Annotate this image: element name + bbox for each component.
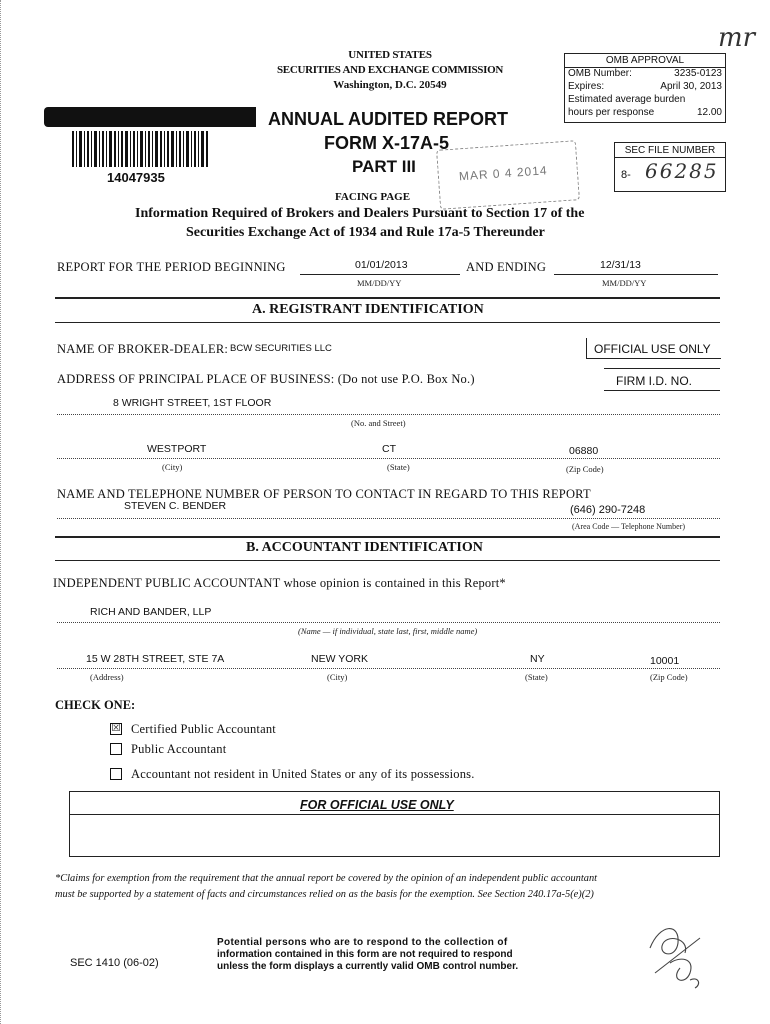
info-line1: Information Required of Brokers and Dealers Pursuant to Section 17 of the [135, 206, 585, 221]
firm-id-label: FIRM I.D. NO. [616, 374, 692, 388]
city-a-value[interactable]: WESTPORT [147, 443, 207, 455]
period-begin-label: REPORT FOR THE PERIOD BEGINNING [57, 260, 286, 274]
omb-title: OMB APPROVAL [565, 54, 725, 68]
period-end-value[interactable]: 12/31/13 [600, 259, 641, 271]
accountant-label: INDEPENDENT PUBLIC ACCOUNTANT whose opinion is contained in this Report* [53, 576, 506, 590]
period-begin-line [300, 274, 460, 275]
street-caption: (No. and Street) [351, 418, 406, 428]
barcode-number: 14047935 [107, 170, 165, 185]
option-pa-label: Public Accountant [131, 742, 227, 756]
commission-line3: Washington, D.C. 20549 [333, 79, 447, 91]
sec-file-label: SEC FILE NUMBER [615, 145, 725, 158]
omb-expires-label: Expires: [568, 81, 605, 92]
contact-phone[interactable]: (646) 290-7248 [570, 504, 646, 516]
notice-line1: Potential persons who are to respond to the collection of [217, 937, 508, 948]
omb-expires-value: April 30, 2013 [660, 81, 722, 92]
received-stamp-date: MAR 0 4 2014 [458, 163, 548, 184]
street-line [57, 414, 720, 415]
omb-burden-line1: Estimated average burden [568, 94, 686, 105]
notice-line3: unless the form displays a currently valid OMB control number. [217, 961, 519, 972]
omb-burden-value: 12.00 [696, 107, 722, 118]
signature-icon [640, 918, 710, 993]
accountant-address-line [57, 668, 720, 669]
handwritten-initials: mr [718, 23, 756, 53]
contact-line [57, 518, 720, 519]
accountant-name-caption: (Name — if individual, state last, first, middle name) [298, 626, 478, 636]
accountant-zip-value[interactable]: 10001 [650, 655, 680, 667]
section-b-rule [55, 536, 720, 538]
firm-id-top-line [604, 368, 720, 369]
report-title: ANNUAL AUDITED REPORT [268, 109, 509, 129]
period-end-format: MM/DD/YY [602, 278, 647, 288]
option-nonresident-checkbox[interactable] [110, 768, 122, 780]
commission-line2: SECURITIES AND EXCHANGE COMMISSION [276, 64, 504, 76]
period-end-label: AND ENDING [466, 260, 547, 274]
period-end-line [554, 274, 718, 275]
form-title: FORM X-17A-5 [324, 133, 450, 153]
accountant-address-value[interactable]: 15 W 28TH STREET, STE 7A [86, 653, 225, 665]
accountant-value[interactable]: RICH AND BANDER, LLP [90, 606, 212, 618]
firm-id-line [604, 390, 720, 391]
omb-burden-label: hours per response [568, 107, 655, 118]
barcode-icon [72, 131, 212, 167]
address-label: ADDRESS OF PRINCIPAL PLACE OF BUSINESS: (Do not use P.O. Box No.) [57, 372, 475, 386]
broker-dealer-value[interactable]: BCW SECURITIES LLC [230, 343, 332, 354]
omb-number-label: OMB Number: [568, 68, 632, 79]
period-begin-format: MM/DD/YY [357, 278, 402, 288]
received-stamp [436, 140, 580, 210]
accountant-line [57, 622, 720, 623]
section-a-rule-bottom [55, 322, 720, 323]
period-begin-value[interactable]: 01/01/2013 [355, 259, 408, 271]
street-value[interactable]: 8 WRIGHT STREET, 1ST FLOOR [113, 397, 272, 409]
contact-label: NAME AND TELEPHONE NUMBER OF PERSON TO CONTACT IN REGARD TO THIS REPORT [57, 487, 591, 501]
check-one-label: CHECK ONE: [55, 698, 136, 712]
official-use-label: OFFICIAL USE ONLY [594, 342, 711, 356]
section-a-rule [55, 297, 720, 299]
option-cpa-label: Certified Public Accountant [131, 722, 276, 736]
sec-file-box [614, 142, 726, 192]
accountant-address-caption: (Address) [90, 672, 124, 682]
accountant-zip-caption: (Zip Code) [650, 672, 688, 682]
notice-line2: information contained in this form are not required to respond [217, 949, 513, 960]
footnote-line2: must be supported by a statement of facts and circumstances relied on as the basis for the exemption. See Section 240.17a-5(e)(2) [55, 889, 594, 900]
option-nonresident-label: Accountant not resident in United States or any of its possessions. [131, 767, 475, 781]
form-code: SEC 1410 (06-02) [70, 957, 159, 969]
state-a-value[interactable]: CT [382, 443, 396, 455]
barcode-label [44, 107, 256, 189]
facing-page: FACING PAGE [335, 191, 411, 203]
option-pa-checkbox[interactable] [110, 743, 122, 755]
barcode-black-bar [44, 107, 256, 127]
accountant-state-caption: (State) [525, 672, 548, 682]
section-a-heading: A. REGISTRANT IDENTIFICATION [252, 302, 484, 317]
commission-line1: UNITED STATES [348, 49, 432, 61]
accountant-city-caption: (City) [327, 672, 348, 682]
city-a-caption: (City) [162, 462, 183, 472]
accountant-state-value[interactable]: NY [530, 653, 545, 665]
for-official-use-divider [70, 814, 719, 815]
sec-file-prefix: 8- [621, 169, 631, 181]
option-cpa-checkbox[interactable]: ☒ [111, 723, 121, 734]
zip-a-caption: (Zip Code) [566, 464, 604, 474]
state-a-caption: (State) [387, 462, 410, 472]
left-margin-dots [0, 0, 7, 1024]
phone-caption: (Area Code — Telephone Number) [572, 522, 686, 531]
info-line2: Securities Exchange Act of 1934 and Rule 17a-5 Thereunder [186, 225, 545, 240]
contact-name[interactable]: STEVEN C. BENDER [124, 500, 227, 512]
footnote-line1: *Claims for exemption from the requirement that the annual report be covered by the opinion of an independent public accountant [55, 873, 598, 884]
omb-approval-box [564, 53, 726, 123]
section-b-heading: B. ACCOUNTANT IDENTIFICATION [246, 540, 483, 555]
city-state-zip-line [57, 458, 720, 459]
section-b-rule-bottom [55, 560, 720, 561]
accountant-city-value[interactable]: NEW YORK [311, 653, 368, 665]
for-official-use-label: FOR OFFICIAL USE ONLY [300, 798, 454, 812]
omb-number-value: 3235-0123 [674, 68, 722, 79]
broker-dealer-label: NAME OF BROKER-DEALER: [57, 342, 229, 356]
sec-file-value: 66285 [645, 159, 719, 183]
part-title: PART III [352, 157, 416, 176]
zip-a-value[interactable]: 06880 [569, 445, 599, 457]
